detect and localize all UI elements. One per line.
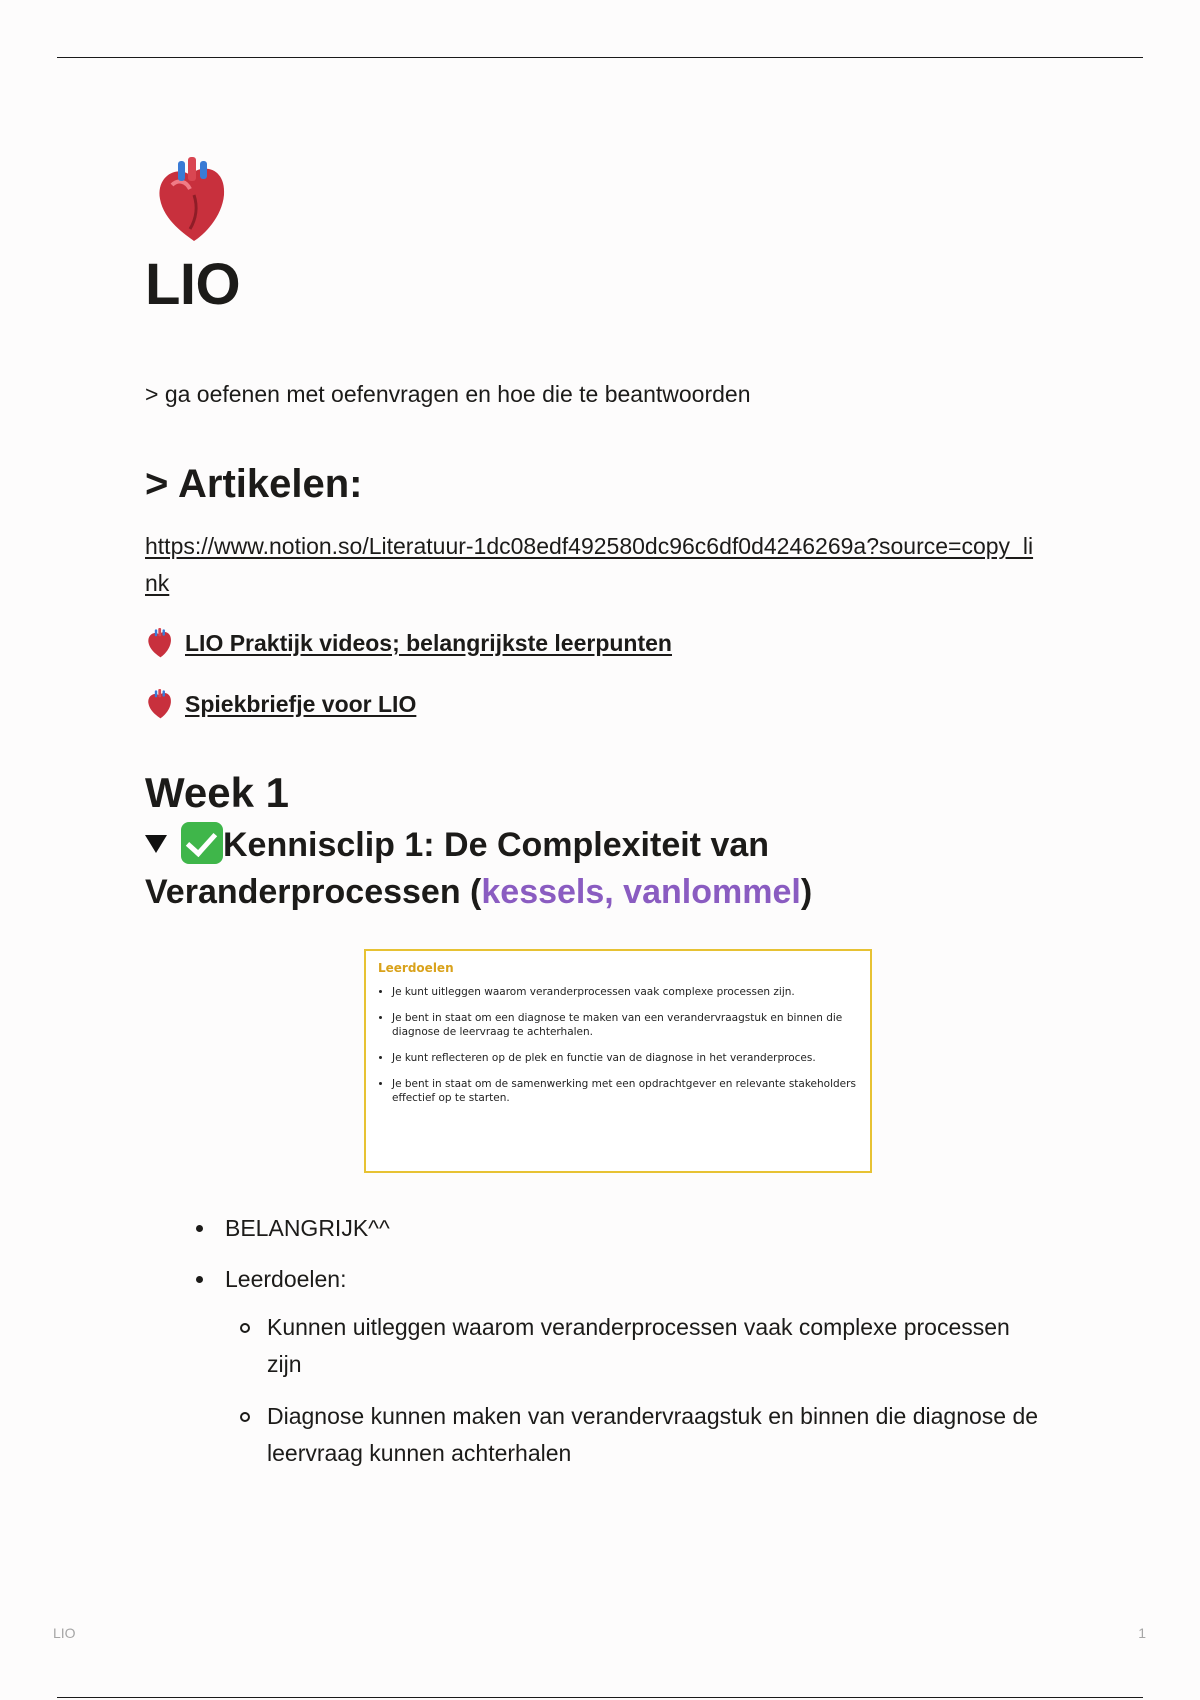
toggle-authors: kessels, vanlommel xyxy=(481,873,801,911)
sub-list-item: Kunnen uitleggen waarom veranderprocessen vaak complexe processen zijn xyxy=(225,1309,1050,1383)
anatomical-heart-icon xyxy=(145,627,173,659)
top-rule xyxy=(57,57,1143,58)
list-item xyxy=(190,1210,1050,1246)
sub-list-item: Diagnose kunnen maken van verandervraagstuk en binnen die diagnose de leervraag kunnen achterhalen xyxy=(225,1398,1050,1472)
page-link-spiekbriefje[interactable] xyxy=(145,688,416,720)
toggle-triangle-icon[interactable] xyxy=(145,835,167,853)
leerdoelen-image-item: • Je kunt uitleggen waarom veranderprocessen vaak complexe processen zijn. xyxy=(392,985,858,999)
list-item-text: Leerdoelen: xyxy=(225,1266,347,1292)
leerdoelen-image-title: Leerdoelen xyxy=(378,961,454,975)
bullet-list xyxy=(190,1210,1050,1487)
leerdoelen-image-item: • Je bent in staat om de samenwerking met een opdrachtgever en relevante stakeholders effectief op te starten. xyxy=(392,1077,858,1105)
toggle-title-part1: Kennisclip 1: De Complexiteit van Veranderprocessen ( xyxy=(145,826,770,911)
leerdoelen-image-item: • Je bent in staat om een diagnose te maken van een verandervraagstuk en binnen die diagnose de leervraag te achterhalen. xyxy=(392,1011,858,1039)
page-link-label: LIO Praktijk videos; belangrijkste leerpunten xyxy=(185,629,672,656)
leerdoelen-image-item: • Je kunt reflecteren op de plek en functie van de diagnose in het veranderproces. xyxy=(392,1051,858,1065)
list-item xyxy=(190,1261,1050,1472)
kennisclip-toggle-heading[interactable] xyxy=(145,822,1045,916)
leerdoelen-image xyxy=(364,949,872,1173)
footer-page-number: 1 xyxy=(1138,1625,1146,1641)
anatomical-heart-icon xyxy=(145,688,173,720)
footer-document-title: LIO xyxy=(53,1625,76,1641)
week-heading: Week 1 xyxy=(145,769,289,816)
page-link-praktijk-videos[interactable] xyxy=(145,627,672,659)
bottom-rule xyxy=(57,1697,1143,1698)
toggle-title-part2: ) xyxy=(800,873,813,911)
intro-text: > ga oefenen met oefenvragen en hoe die te beantwoorden xyxy=(145,381,751,407)
anatomical-heart-icon xyxy=(150,155,230,245)
notion-literatuur-link[interactable]: https://www.notion.so/Literatuur-1dc08edf492580dc96c6df0d4246269a?source=copy_link xyxy=(145,533,1034,596)
page-title: LIO xyxy=(145,252,241,317)
page-link-label: Spiekbriefje voor LIO xyxy=(185,690,417,717)
artikelen-heading: > Artikelen: xyxy=(145,462,363,506)
check-mark-button-icon xyxy=(181,822,223,864)
sub-bullet-list xyxy=(225,1309,1050,1472)
list-item-text: BELANGRIJK^^ xyxy=(225,1215,390,1241)
